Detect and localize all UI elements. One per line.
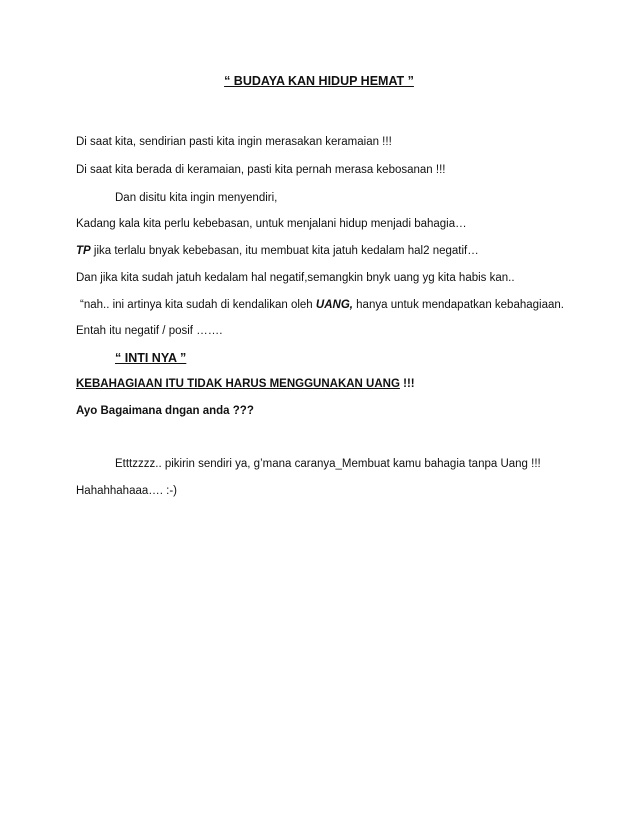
tp-emphasis: TP — [76, 245, 91, 257]
question-line: Ayo Bagaimana dngan anda ??? — [76, 405, 254, 417]
paragraph-line-2: Di saat kita berada di keramaian, pasti kita pernah merasa kebosanan !!! — [76, 164, 446, 176]
key-message-exclaim: !!! — [399, 378, 415, 390]
paragraph-line-7-start: “nah.. ini artinya kita sudah di kendalikan oleh — [80, 299, 316, 311]
paragraph-line-4: Kadang kala kita perlu kebebasan, untuk menjalani hidup menjadi bahagia… — [76, 218, 467, 230]
paragraph-line-5 — [76, 243, 479, 259]
key-message-line — [76, 376, 415, 392]
uang-emphasis: UANG, — [315, 299, 353, 311]
closing-line: Etttzzzz.. pikirin sendiri ya, g’mana caranya_Membuat kamu bahagia tanpa Uang !!! — [115, 458, 541, 470]
key-message-underlined: KEBAHAGIAAN ITU TIDAK HARUS MENGGUNAKAN UANG — [76, 378, 400, 390]
document-title: “ BUDAYA KAN HIDUP HEMAT ” — [224, 74, 414, 88]
paragraph-line-7-end: hanya untuk mendapatkan kebahagiaan. — [352, 299, 564, 311]
paragraph-line-3: Dan disitu kita ingin menyendiri, — [115, 192, 278, 204]
paragraph-line-5-text: jika terlalu bnyak kebebasan, itu membuat kita jatuh kedalam hal2 negatif… — [90, 245, 479, 257]
section-subheading: “ INTI NYA ” — [115, 351, 187, 365]
paragraph-line-6: Dan jika kita sudah jatuh kedalam hal negatif,semangkin bnyk uang yg kita habis kan.. — [76, 272, 515, 284]
paragraph-line-1: Di saat kita, sendirian pasti kita ingin merasakan keramaian !!! — [76, 136, 392, 148]
paragraph-line-7 — [80, 297, 564, 313]
laugh-line: Hahahhahaaa…. :-) — [76, 485, 178, 497]
paragraph-line-8: Entah itu negatif / posif ……. — [76, 325, 223, 337]
